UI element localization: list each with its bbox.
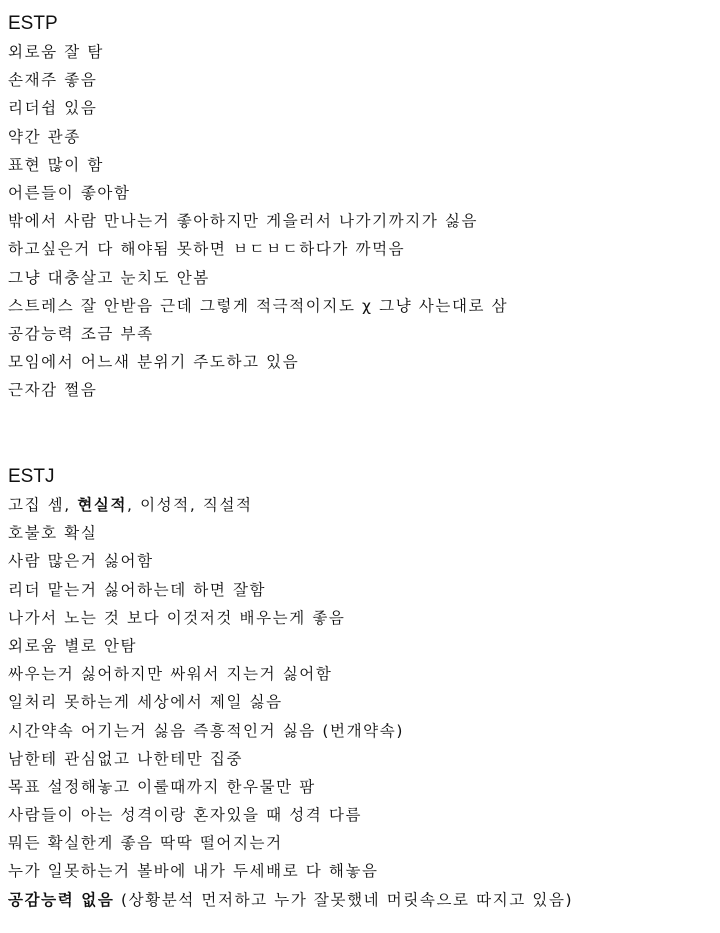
trait-line: 사람들이 아는 성격이랑 혼자있을 때 성격 다름 xyxy=(8,806,363,825)
estj-section xyxy=(8,463,712,914)
trait-line-first xyxy=(8,491,712,519)
trait-emphasis: 현실적 xyxy=(77,496,128,514)
trait-text: (상황분석 먼저하고 누가 잘못했네 머릿속으로 따지고 있음) xyxy=(114,890,574,909)
trait-line: 나가서 노는 것 보다 이것저것 배우는게 좋음 xyxy=(8,608,346,627)
trait-line: 뭐든 확실한게 좋음 딱딱 떨어지는거 xyxy=(8,834,283,853)
trait-line: 손재주 좋음 xyxy=(8,71,98,90)
section-heading: ESTJ xyxy=(8,466,55,487)
trait-line: 사람 많은거 싫어함 xyxy=(8,552,154,571)
trait-line: 싸우는거 싫어하지만 싸워서 지는거 싫어함 xyxy=(8,665,333,684)
section-heading: ESTP xyxy=(8,13,58,34)
trait-line: 외로움 별로 안탐 xyxy=(8,636,138,655)
trait-line: 남한테 관심없고 나한테만 집중 xyxy=(8,749,244,768)
trait-line: 공감능력 조금 부족 xyxy=(8,324,154,343)
trait-line: 시간약속 어기는거 싫음 즉흥적인거 싫음 (번개약속) xyxy=(8,721,404,740)
trait-line: 표현 많이 함 xyxy=(8,155,104,174)
trait-line-last xyxy=(8,886,712,914)
trait-line: 하고싶은거 다 해야됨 못하면 ㅂㄷㅂㄷ하다가 까먹음 xyxy=(8,240,406,259)
trait-line: 일처리 못하는게 세상에서 제일 싫음 xyxy=(8,693,283,712)
trait-line: 외로움 잘 탐 xyxy=(8,43,104,61)
trait-line: 리더쉽 있음 xyxy=(8,99,98,118)
trait-line: 약간 관종 xyxy=(8,127,81,146)
trait-line: 모임에서 어느새 분위기 주도하고 있음 xyxy=(8,353,300,372)
trait-text: 고집 셈, xyxy=(8,496,78,514)
trait-line: 목표 설정해놓고 이룰때까지 한우물만 팜 xyxy=(8,777,316,796)
trait-line: 누가 일못하는거 볼바에 내가 두세배로 다 해놓음 xyxy=(8,862,379,881)
trait-emphasis: 공감능력 없음 xyxy=(8,890,115,909)
trait-line: 어른들이 좋아함 xyxy=(8,183,131,202)
trait-text: , 이성적, 직설적 xyxy=(127,496,253,514)
trait-line: 밖에서 사람 만나는거 좋아하지만 게을러서 나가기까지가 싫음 xyxy=(8,212,479,231)
estp-section xyxy=(8,10,712,404)
trait-line: 스트레스 잘 안받음 근데 그렇게 적극적이지도 χ 그냥 사는대로 삼 xyxy=(8,296,509,315)
trait-line: 호불호 확실 xyxy=(8,524,98,543)
trait-line: 그냥 대충살고 눈치도 안봄 xyxy=(8,268,210,287)
trait-line: 근자감 쩔음 xyxy=(8,381,98,400)
trait-line: 리더 맡는거 싫어하는데 하면 잘함 xyxy=(8,580,267,599)
